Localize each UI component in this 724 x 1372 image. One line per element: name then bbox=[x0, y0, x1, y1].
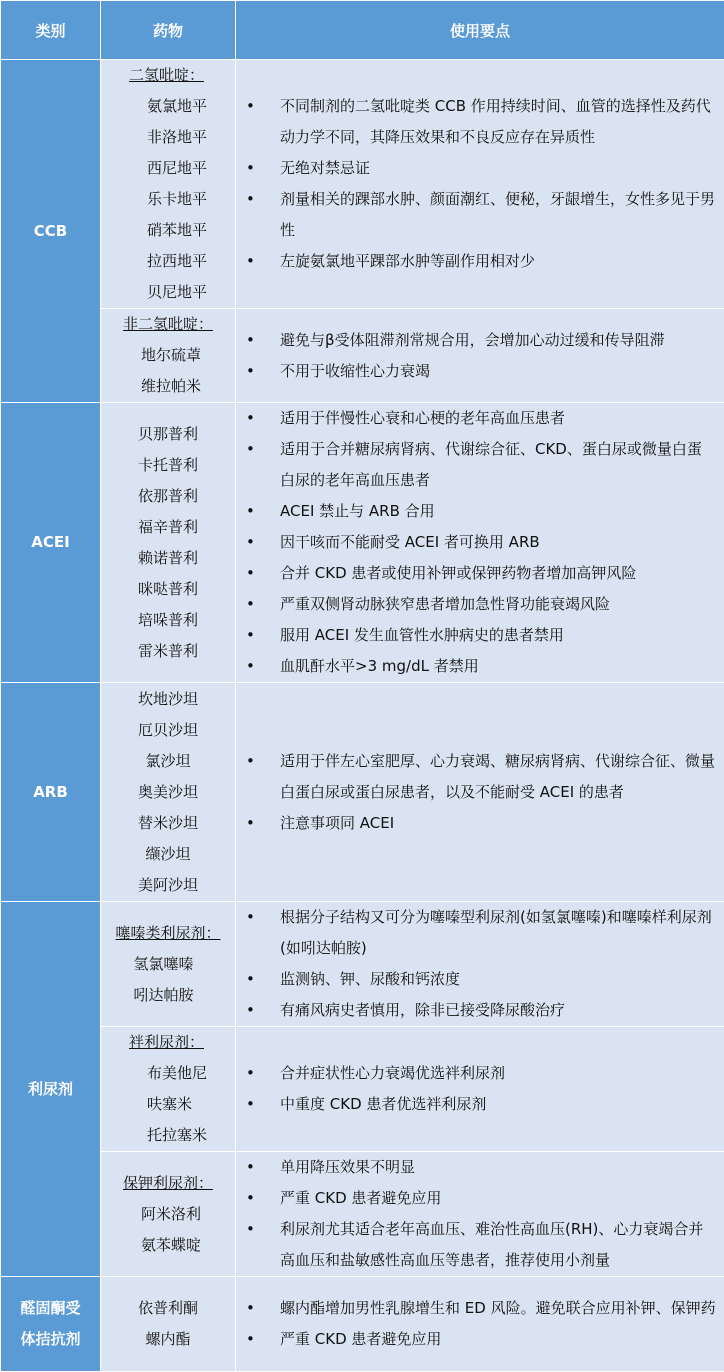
drug-item: 卡托普利 bbox=[138, 450, 198, 481]
drug-subheader: 噻嗪类利尿剂： bbox=[115, 918, 220, 949]
category-line: 体拮抗剂 bbox=[1, 1324, 100, 1355]
drug-subheader: 非二氢吡啶： bbox=[123, 309, 213, 340]
bullet-point: • 合并症状性心力衰竭优选袢利尿剂 bbox=[246, 1058, 716, 1089]
table-row bbox=[1, 1027, 724, 1152]
drug-item: 咪哒普利 bbox=[138, 574, 198, 605]
bullet-point: • 左旋氨氯地平踝部水肿等副作用相对少 bbox=[246, 246, 716, 277]
drug-cell bbox=[101, 309, 236, 403]
drug-item: 布美他尼 bbox=[129, 1058, 207, 1089]
category-acei: ACEI bbox=[1, 403, 101, 683]
drug-subheader: 二氢吡啶： bbox=[129, 60, 207, 91]
bullet-point: • 适用于伴慢性心衰和心梗的老年高血压患者 bbox=[246, 403, 716, 434]
bullet-point: • 严重 CKD 患者避免应用 bbox=[246, 1183, 716, 1214]
bullet-point: • 利尿剂尤其适合老年高血压、难治性高血压(RH)、心力衰竭合并高血压和盐敏感性高血压等患者，推荐使用小剂量 bbox=[246, 1214, 716, 1276]
points-cell bbox=[236, 902, 724, 1027]
category-diuretic: 利尿剂 bbox=[1, 902, 101, 1277]
drug-item: 氨氯地平 bbox=[129, 91, 207, 122]
bullet-point: • 合并 CKD 患者或使用补钾或保钾药物者增加高钾风险 bbox=[246, 558, 716, 589]
bullet-point: • 严重 CKD 患者避免应用 bbox=[246, 1324, 716, 1355]
drug-cell bbox=[101, 60, 236, 309]
drug-item: 福辛普利 bbox=[138, 512, 198, 543]
bullet-point: • 无绝对禁忌证 bbox=[246, 153, 716, 184]
drug-item: 赖诺普利 bbox=[138, 543, 198, 574]
drug-item: 奥美沙坦 bbox=[138, 777, 198, 808]
drug-item: 氢氯噻嗪 bbox=[115, 949, 220, 980]
drug-item: 培哚普利 bbox=[138, 605, 198, 636]
category-arb: ARB bbox=[1, 683, 101, 902]
table-row bbox=[1, 683, 724, 902]
bullet-point: • 避免与β受体阻滞剂常规合用，会增加心动过缓和传导阻滞 bbox=[246, 325, 716, 356]
drug-item: 依普利酮 bbox=[138, 1293, 198, 1324]
table-row bbox=[1, 1152, 724, 1277]
drug-item: 维拉帕米 bbox=[123, 371, 213, 402]
drug-item: 替米沙坦 bbox=[138, 808, 198, 839]
drug-item: 雷米普利 bbox=[138, 636, 198, 667]
drug-item: 贝那普利 bbox=[138, 419, 198, 450]
bullet-point: • 血肌酐水平>3 mg/dL 者禁用 bbox=[246, 651, 716, 682]
bullet-point: • 因干咳而不能耐受 ACEI 者可换用 ARB bbox=[246, 527, 716, 558]
drug-subheader: 保钾利尿剂： bbox=[123, 1168, 213, 1199]
drug-item: 硝苯地平 bbox=[129, 215, 207, 246]
bullet-point: • 中重度 CKD 患者优选袢利尿剂 bbox=[246, 1089, 716, 1120]
drug-cell bbox=[101, 683, 236, 902]
drug-item: 呋塞米 bbox=[129, 1089, 207, 1120]
table-row bbox=[1, 403, 724, 683]
bullet-point: • 监测钠、钾、尿酸和钙浓度 bbox=[246, 964, 716, 995]
bullet-point: • 不用于收缩性心力衰竭 bbox=[246, 356, 716, 387]
points-cell bbox=[236, 1152, 724, 1277]
drug-item: 贝尼地平 bbox=[129, 277, 207, 308]
drug-item: 氨苯蝶啶 bbox=[123, 1230, 213, 1261]
header-points: 使用要点 bbox=[236, 1, 724, 60]
drug-item: 依那普利 bbox=[138, 481, 198, 512]
bullet-point: • 剂量相关的踝部水肿、颜面潮红、便秘，牙龈增生，女性多见于男性 bbox=[246, 184, 716, 246]
table-row bbox=[1, 902, 724, 1027]
table-row bbox=[1, 309, 724, 403]
bullet-point: • 注意事项同 ACEI bbox=[246, 808, 716, 839]
drug-item: 吲达帕胺 bbox=[115, 980, 220, 1011]
drug-cell bbox=[101, 1277, 236, 1372]
table-row bbox=[1, 60, 724, 309]
drug-item: 乐卡地平 bbox=[129, 184, 207, 215]
bullet-point: • 有痛风病史者慎用，除非已接受降尿酸治疗 bbox=[246, 995, 716, 1026]
drug-cell bbox=[101, 1027, 236, 1152]
bullet-point: • 不同制剂的二氢吡啶类 CCB 作用持续时间、血管的选择性及药代动力学不同，其降压效果和不良反应存在异质性 bbox=[246, 91, 716, 153]
category-line: 醛固酮受 bbox=[1, 1293, 100, 1324]
points-cell bbox=[236, 1277, 724, 1372]
bullet-point: • ACEI 禁止与 ARB 合用 bbox=[246, 496, 716, 527]
drug-item: 氯沙坦 bbox=[138, 746, 198, 777]
bullet-point: • 螺内酯增加男性乳腺增生和 ED 风险。避免联合应用补钾、保钾药 bbox=[246, 1293, 716, 1324]
drug-item: 厄贝沙坦 bbox=[138, 715, 198, 746]
points-cell bbox=[236, 309, 724, 403]
drug-cell bbox=[101, 902, 236, 1027]
table-row bbox=[1, 1277, 724, 1372]
category-ccb: CCB bbox=[1, 60, 101, 403]
bullet-point: • 适用于合并糖尿病肾病、代谢综合征、CKD、蛋白尿或微量白蛋白尿的老年高血压患者 bbox=[246, 434, 716, 496]
drug-item: 坎地沙坦 bbox=[138, 684, 198, 715]
points-cell bbox=[236, 683, 724, 902]
category-aldosterone bbox=[1, 1277, 101, 1372]
points-cell bbox=[236, 403, 724, 683]
points-cell bbox=[236, 1027, 724, 1152]
points-cell bbox=[236, 60, 724, 309]
drug-item: 缬沙坦 bbox=[138, 839, 198, 870]
drug-subheader: 袢利尿剂： bbox=[129, 1027, 207, 1058]
drug-item: 螺内酯 bbox=[138, 1324, 198, 1355]
table-header-row bbox=[1, 1, 724, 60]
drug-item: 非洛地平 bbox=[129, 122, 207, 153]
header-category: 类别 bbox=[1, 1, 101, 60]
drug-item: 拉西地平 bbox=[129, 246, 207, 277]
drug-cell bbox=[101, 1152, 236, 1277]
drug-item: 美阿沙坦 bbox=[138, 870, 198, 901]
bullet-point: • 单用降压效果不明显 bbox=[246, 1152, 716, 1183]
drug-cell bbox=[101, 403, 236, 683]
bullet-point: • 严重双侧肾动脉狭窄患者增加急性肾功能衰竭风险 bbox=[246, 589, 716, 620]
drug-item: 托拉塞米 bbox=[129, 1120, 207, 1151]
bullet-point: • 根据分子结构又可分为噻嗪型利尿剂(如氢氯噻嗪)和噻嗪样利尿剂(如吲达帕胺) bbox=[246, 902, 716, 964]
bullet-point: • 服用 ACEI 发生血管性水肿病史的患者禁用 bbox=[246, 620, 716, 651]
drug-item: 阿米洛利 bbox=[123, 1199, 213, 1230]
drug-item: 西尼地平 bbox=[129, 153, 207, 184]
drug-item: 地尔硫䓬 bbox=[123, 340, 213, 371]
header-drug: 药物 bbox=[101, 1, 236, 60]
bullet-point: • 适用于伴左心室肥厚、心力衰竭、糖尿病肾病、代谢综合征、微量白蛋白尿或蛋白尿患者，以及不能耐受 ACEI 的患者 bbox=[246, 746, 716, 808]
